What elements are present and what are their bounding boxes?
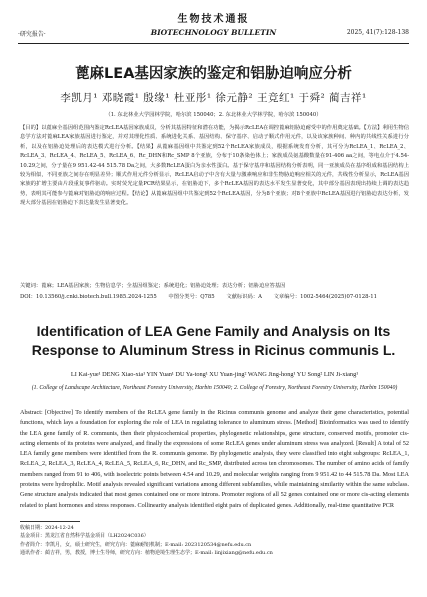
footnotes [20,524,409,558]
doi: DOI：10.13560/j.cnki.biotech.bull.1985.2024-1255 [20,294,157,300]
received-date: 收稿日期：2024-12-24 [20,525,74,531]
english-authors: LI Kai-yue¹ DENG Xiao-xia¹ YIN Yuan¹ DU Ya-tong¹ XU Yuan-jing² WANG Jing-hong¹ YU Song² LIN Ji-xiang¹ [70,371,359,378]
issue-info: 2025, 41(7):128-138 [346,29,409,36]
chinese-abstract: 【目的】以蓖麻全基因组范围内鉴定RcLEA基因家族成员，分析其基因特征和潜在功能，为揭示RcLEA在调控蓖麻铝胁迫耐受中的作用奠定基础。【方法】利用生物信息学方法对蓖麻LEA家族基因进行鉴定，并对其理化性质、系统进化关系、基因结构、保守基序、启动子顺式作用元件，以及该家族种间、种内的共线性关系进行分析，以及在铝胁迫处理后的表达模式进行分析。【结果】从蓖麻基因组中共鉴定到52个RcLEA家族成员，根据系统发育分析，其可分为RcLEA_1、RcLEA_2、RcLEA_3、RcLEA_4、RcLEA_5、RcLEA_6、Rc_DHN和Rc_SMP 8个亚族，分布于10条染色体上；家族成员氨基酸数量在91-406 aa之间，等电点介于4.54-10.29之间，分子量在9 951.42-44 515.78 Da之间，大多数RcLEA蛋白为亲水性蛋白。基于保守基序和基因结构分析表明，同一亚族成员在基序组成和基因结构上较为相似，不同亚族之间存在明显差异；顺式作用元件分析显示，RcLEA启动子中含有大量与激素响应和非生物胁迫响应相关的元件，共线性分析显示，RcLEA基因家族的扩增主要由片段重复事件驱动。实时荧光定量PCR结果显示，在铝胁迫下，多个RcLEA基因的表达水平发生显著变化，其中部分基因表现出持续上调的表达趋势，表明其可能参与蓖麻对铝胁迫的响应过程。【结论】从蓖麻基因组中共鉴定到52个RcLEA基因，分为8个亚族；对8个亚族中RcLEA基因进行铝胁迫表达分析，发现大部分基因在铝胁迫下表达量发生显著变化。 [20,125,409,207]
english-affiliation: (1. College of Landscape Architecture, Northeast Forestry University, Harbin 150040; 2. College of Forestry, Northeast Forestry University, Harbin 150040) [31,385,398,391]
article-number: 文章编号：1002-5464(2025)07-0128-11 [273,294,378,300]
author-bio: 作者简介：李凯月，女，硕士研究生，研究方向：蓖麻耐铝机制；E-mail: 2023120534@nefu.edu.cn [20,541,252,548]
chinese-keywords: 关键词：蓖麻；LEA基因家族；生物信息学；全基因组鉴定；系统进化；铝胁迫处理；表达分析；铝胁迫应答基因 [20,283,286,289]
chinese-authors: 李凯月¹ 邓晓霞¹ 殷缘¹ 杜亚彤¹ 徐元静² 王竞红¹ 于舜² 蔺吉祥¹ [60,92,367,104]
classification-line [20,293,409,302]
english-title: Identification of LEA Gene Family and Analysis on Its Response to Aluminum Stress in Ricinus communis L. [31,323,396,358]
corresponding-author: 通讯作者：蔺吉祥，男，教授，博士生导师，研究方向：植物逆境生理生态学；E-mail: linjixiang@nefu.edu.cn [20,550,273,557]
journal-name-cn: 生物技术通报 [177,14,250,25]
document-code: 文献标识码：A [226,294,262,300]
funding: 基金项目：黑龙江省自然科学基金项目（LH2024C036） [20,533,149,540]
journal-name-en: BIOTECHNOLOGY BULLETIN [150,28,277,37]
section-label: ·研究报告· [18,31,46,38]
footnote-divider [20,521,80,522]
chinese-affiliation: （1. 东北林业大学园林学院，哈尔滨 150040；2. 东北林业大学林学院，哈尔滨 150040） [105,112,322,118]
classification-number: 中图分类号：Q785 [168,294,215,300]
running-header [18,29,409,44]
chinese-title: 蓖麻LEA基因家族的鉴定和铝胁迫响应分析 [75,66,352,82]
english-abstract: Abstract: [Objective] To identify members of the RcLEA gene family in the Ricinus communis genome and analyze their gene characteristics, potential functions, which lays a foundation for exploring the role of LEA in regulating tolerance to aluminum stress. [Method] Bioinformatics was used to identify the LEA gene family of R. communis, then their physicochemical properties, phylogenetic relationships, gene structure, conserved motifs, promoter cis-acting elements of its proteins were analyzed, and finally the expressions of some RcLEA genes under aluminum stress was analyzed. [Result] A total of 52 LEA family gene members were identified from the R. communis genome. By phylogenetic analysis, they were classified into eight subgroups: RcLEA_1, RcLEA_2, RcLEA_3, RcLEA_4, RcLEA_5, RcLEA_6, Rc_DHN, and Rc_SMP, distributed across ten chromosomes. The number of amino acids of family members ranged from 91 to 406, with isoelectric points between 4.54 and 10.29, and molecular weights ranging from 9 951.42 to 44 515.78 Da. Most LEA proteins were hydrophilic. Motif analysis revealed significant variations among different subfamilies, while maintaining similarity within the same subclass. Gene structure analysis indicated that most genes contained one or more introns. Promoter regions of all 52 genes contained one or more cis-acting elements related to plant hormones and stress responses. Collinearity analysis identified eight pairs of duplicated genes. Additionally, real-time quantitative PCR [20,409,409,509]
